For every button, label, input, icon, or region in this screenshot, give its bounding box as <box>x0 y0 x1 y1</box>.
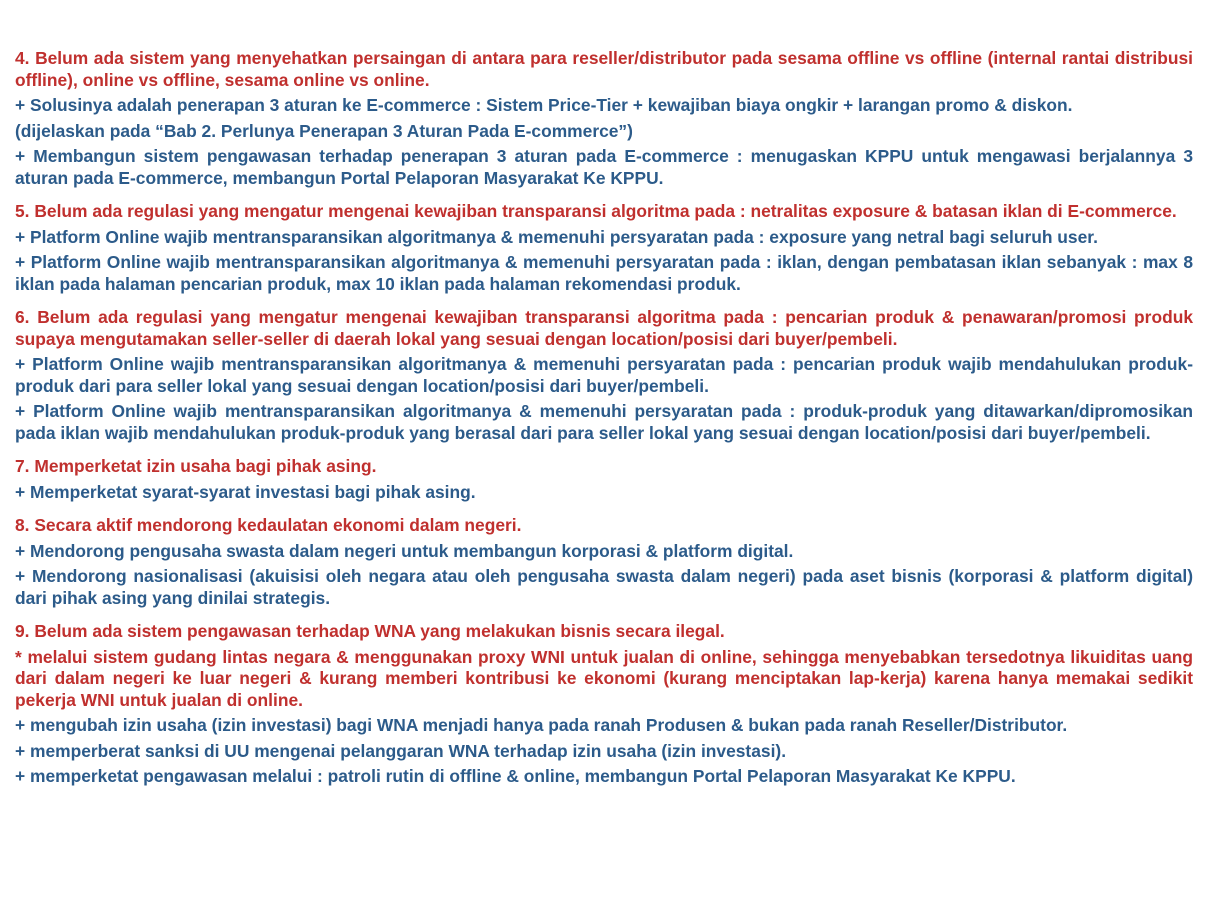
section-7 <box>15 456 1193 503</box>
solution-point: + Platform Online wajib mentransparansikan algoritmanya & memenuhi persyaratan pada : pencarian produk wajib mendahulukan produk-produk dari para seller lokal yang sesuai dengan location/posisi dari buyer/pembeli. <box>15 354 1193 396</box>
solution-point: + Platform Online wajib mentransparansikan algoritmanya & memenuhi persyaratan pada : exposure yang netral bagi seluruh user. <box>15 226 1098 247</box>
section-8 <box>15 515 1193 609</box>
solution-point: + Platform Online wajib mentransparansikan algoritmanya & memenuhi persyaratan pada : produk-produk yang ditawarkan/dipromosikan pada iklan wajib mendahulukan produk-produk yang berasal dari para seller lokal yang sesuai dengan location/posisi dari buyer/pembeli. <box>15 401 1193 443</box>
solution-point: + Mendorong pengusaha swasta dalam negeri untuk membangun korporasi & platform digital. <box>15 540 794 561</box>
solution-point: + Platform Online wajib mentransparansikan algoritmanya & memenuhi persyaratan pada : iklan, dengan pembatasan iklan sebanyak : max 8 iklan pada halaman pencarian produk, max 10 iklan pada halaman rekomendasi produk. <box>15 252 1193 294</box>
solution-point: + Membangun sistem pengawasan terhadap penerapan 3 aturan pada E-commerce : menugaskan KPPU untuk mengawasi berjalannya 3 aturan pada E-commerce, membangun Portal Pelaporan Masyarakat Ke KPPU. <box>15 146 1193 188</box>
solution-point: + Mendorong nasionalisasi (akuisisi oleh negara atau oleh pengusaha swasta dalam negeri) pada aset bisnis (korporasi & platform digital) dari pihak asing yang dinilai strategis. <box>15 566 1193 608</box>
section-9 <box>15 621 1193 788</box>
document-page <box>15 48 1193 800</box>
solution-point: + Solusinya adalah penerapan 3 aturan ke E-commerce : Sistem Price-Tier + kewajiban biaya ongkir + larangan promo & diskon. <box>15 95 1073 115</box>
section-heading: 7. Memperketat izin usaha bagi pihak asing. <box>15 456 377 476</box>
section-heading: 9. Belum ada sistem pengawasan terhadap WNA yang melakukan bisnis secara ilegal. <box>15 621 725 641</box>
solution-point: + mengubah izin usaha (izin investasi) bagi WNA menjadi hanya pada ranah Produsen & bukan pada ranah Reseller/Distributor. <box>15 715 1068 735</box>
solution-point: + Memperketat syarat-syarat investasi bagi pihak asing. <box>15 481 476 502</box>
section-heading: 4. Belum ada sistem yang menyehatkan persaingan di antara para reseller/distributor pada sesama offline vs offline (internal rantai distribusi offline), online vs offline, sesama online vs online. <box>15 48 1193 90</box>
section-note: * melalui sistem gudang lintas negara & menggunakan proxy WNI untuk jualan di online, sehingga menyebabkan tersedotnya likuiditas uang dari dalam negeri ke luar negeri & kurang memberi kontribusi ke ekonomi (kurang menciptakan lap-kerja) karena hanya memakai sedikit pekerja WNI untuk jualan di online. <box>15 646 1193 710</box>
solution-point: + memperketat pengawasan melalui : patroli rutin di offline & online, membangun Portal Pelaporan Masyarakat Ke KPPU. <box>15 766 1016 786</box>
section-4 <box>15 48 1193 189</box>
solution-point: (dijelaskan pada “Bab 2. Perlunya Penerapan 3 Aturan Pada E-commerce”) <box>15 120 633 141</box>
section-5 <box>15 201 1193 295</box>
solution-point: + memperberat sanksi di UU mengenai pelanggaran WNA terhadap izin usaha (izin investasi). <box>15 740 787 761</box>
section-6 <box>15 307 1193 444</box>
section-heading: 5. Belum ada regulasi yang mengatur mengenai kewajiban transparansi algoritma pada : netralitas exposure & batasan iklan di E-commerce. <box>15 201 1177 221</box>
section-heading: 8. Secara aktif mendorong kedaulatan ekonomi dalam negeri. <box>15 515 522 535</box>
section-heading: 6. Belum ada regulasi yang mengatur mengenai kewajiban transparansi algoritma pada : pencarian produk & penawaran/promosi produk supaya mengutamakan seller-seller di daerah lokal yang sesuai dengan location/posisi dari buyer/pembeli. <box>15 307 1193 349</box>
